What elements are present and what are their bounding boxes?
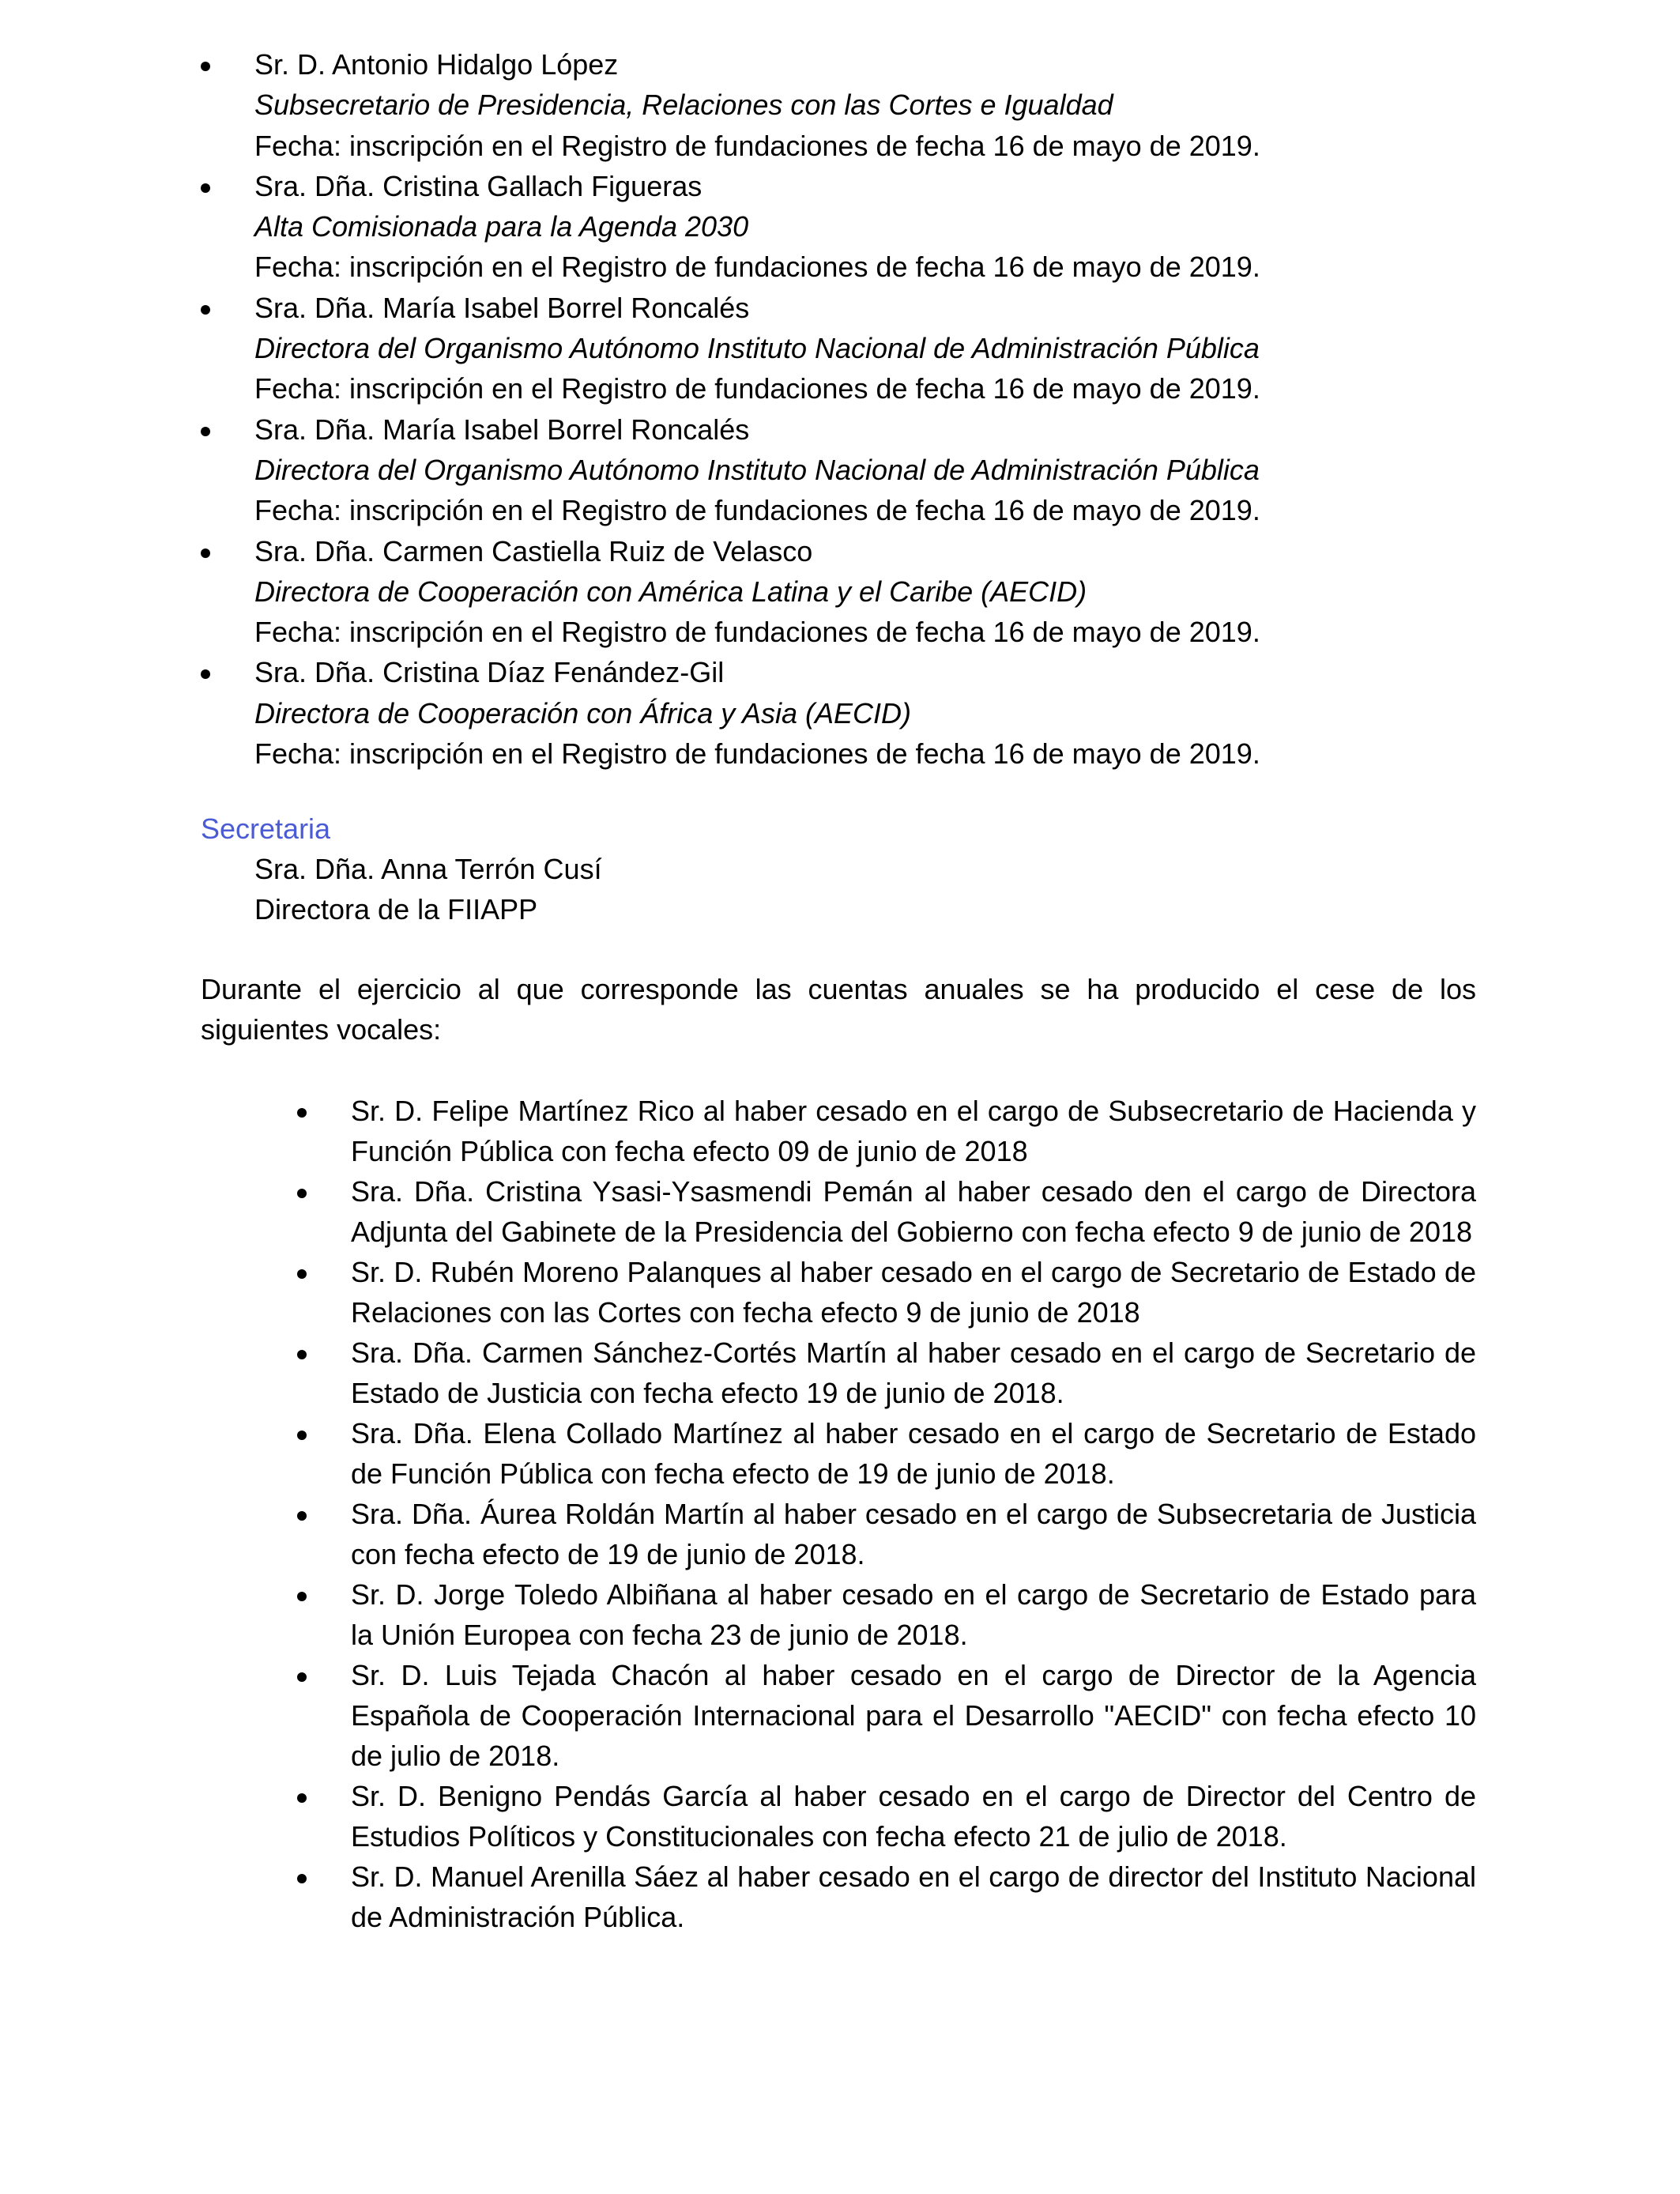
bullet-icon xyxy=(201,548,210,558)
cessation-item xyxy=(297,1171,1476,1252)
bullet-icon xyxy=(297,1793,307,1803)
bullet-icon xyxy=(201,183,210,193)
cessation-list xyxy=(297,1091,1476,1937)
member-date: Fecha: inscripción en el Registro de fundaciones de fecha 16 de mayo de 2019. xyxy=(254,494,1260,527)
member-role: Directora del Organismo Autónomo Instituto Nacional de Administración Pública xyxy=(254,332,1260,365)
member-date: Fecha: inscripción en el Registro de fundaciones de fecha 16 de mayo de 2019. xyxy=(254,129,1260,162)
bullet-icon xyxy=(201,427,210,436)
member-item xyxy=(201,166,1481,288)
cessation-item xyxy=(297,1333,1476,1413)
secretaria-name: Sra. Dña. Anna Terrón Cusí xyxy=(254,853,602,885)
member-item xyxy=(201,44,1481,166)
bullet-icon xyxy=(297,1108,307,1118)
cessation-item xyxy=(297,1413,1476,1494)
cessation-item xyxy=(297,1857,1476,1937)
cessation-text: Sr. D. Felipe Martínez Rico al haber cesado en el cargo de Subsecretario de Hacienda y Función Pública con fecha efecto 09 de junio de 2018 xyxy=(351,1095,1476,1167)
cessation-text: Sra. Dña. Cristina Ysasi-Ysasmendi Pemán al haber cesado den el cargo de Directora Adjunta del Gabinete de la Presidencia del Gobierno con fecha efecto 9 de junio de 2018 xyxy=(351,1175,1476,1248)
member-date: Fecha: inscripción en el Registro de fundaciones de fecha 16 de mayo de 2019. xyxy=(254,737,1260,771)
member-name: Sr. D. Antonio Hidalgo López xyxy=(254,48,619,81)
secretaria-heading: Secretaria xyxy=(201,812,331,845)
secretaria-role: Directora de la FIIAPP xyxy=(254,893,538,925)
secretaria-details xyxy=(254,849,602,929)
member-role: Directora de Cooperación con África y Asia (AECID) xyxy=(254,696,911,729)
member-name: Sra. Dña. Cristina Díaz Fenández-Gil xyxy=(254,656,725,689)
cessation-item xyxy=(297,1091,1476,1171)
cessation-text: Sr. D. Benigno Pendás García al haber cesado en el cargo de Director del Centro de Estudios Políticos y Constitucionales con fecha efecto 21 de julio de 2018. xyxy=(351,1780,1476,1853)
cessation-text: Sr. D. Jorge Toledo Albiñana al haber cesado en el cargo de Secretario de Estado para la Unión Europea con fecha 23 de junio de 2018. xyxy=(351,1578,1476,1651)
bullet-icon xyxy=(201,62,210,71)
cessation-text: Sra. Dña. Áurea Roldán Martín al haber cesado en el cargo de Subsecretaria de Justicia con fecha efecto de 19 de junio de 2018. xyxy=(351,1498,1476,1570)
member-date: Fecha: inscripción en el Registro de fundaciones de fecha 16 de mayo de 2019. xyxy=(254,251,1260,284)
member-role: Alta Comisionada para la Agenda 2030 xyxy=(254,210,749,243)
member-item xyxy=(201,652,1481,774)
member-role: Subsecretario de Presidencia, Relaciones con las Cortes e Igualdad xyxy=(254,89,1113,122)
member-date: Fecha: inscripción en el Registro de fundaciones de fecha 16 de mayo de 2019. xyxy=(254,372,1260,405)
member-item xyxy=(201,531,1481,653)
cessation-item xyxy=(297,1252,1476,1333)
bullet-icon xyxy=(297,1269,307,1279)
cessation-item xyxy=(297,1494,1476,1574)
bullet-icon xyxy=(201,669,210,679)
member-name: Sra. Dña. María Isabel Borrel Roncalés xyxy=(254,413,750,446)
member-name: Sra. Dña. Cristina Gallach Figueras xyxy=(254,169,703,202)
member-item xyxy=(201,288,1481,409)
cessation-text: Sr. D. Manuel Arenilla Sáez al haber cesado en el cargo de director del Instituto Nacional de Administración Pública. xyxy=(351,1860,1476,1933)
member-name: Sra. Dña. Carmen Castiella Ruiz de Velasco xyxy=(254,534,813,567)
cessation-text: Sr. D. Rubén Moreno Palanques al haber cesado en el cargo de Secretario de Estado de Relaciones con las Cortes con fecha efecto 9 de junio de 2018 xyxy=(351,1256,1476,1329)
cessation-item xyxy=(297,1776,1476,1857)
cessation-text: Sra. Dña. Elena Collado Martínez al haber cesado en el cargo de Secretario de Estado de Función Pública con fecha efecto de 19 de junio de 2018. xyxy=(351,1417,1476,1490)
member-role: Directora de Cooperación con América Latina y el Caribe (AECID) xyxy=(254,575,1087,608)
bullet-icon xyxy=(297,1874,307,1883)
bullet-icon xyxy=(297,1431,307,1440)
bullet-icon xyxy=(297,1672,307,1682)
board-members-list xyxy=(201,44,1481,774)
bullet-icon xyxy=(201,305,210,315)
intro-paragraph: Durante el ejercicio al que corresponde las cuentas anuales se ha producido el cese de los siguientes vocales: xyxy=(201,973,1476,1046)
bullet-icon xyxy=(297,1350,307,1359)
bullet-icon xyxy=(297,1511,307,1521)
cessation-item xyxy=(297,1574,1476,1655)
member-role: Directora del Organismo Autónomo Instituto Nacional de Administración Pública xyxy=(254,453,1260,486)
member-name: Sra. Dña. María Isabel Borrel Roncalés xyxy=(254,291,750,324)
bullet-icon xyxy=(297,1189,307,1198)
member-date: Fecha: inscripción en el Registro de fundaciones de fecha 16 de mayo de 2019. xyxy=(254,616,1260,649)
member-item xyxy=(201,409,1481,531)
cessation-text: Sra. Dña. Carmen Sánchez-Cortés Martín al haber cesado en el cargo de Secretario de Estado de Justicia con fecha efecto 19 de junio de 2018. xyxy=(351,1336,1476,1409)
cessation-item xyxy=(297,1655,1476,1776)
bullet-icon xyxy=(297,1592,307,1601)
cessation-text: Sr. D. Luis Tejada Chacón al haber cesado en el cargo de Director de la Agencia Española de Cooperación Internacional para el Desarrollo "AECID" con fecha efecto 10 de julio de 2018. xyxy=(351,1659,1476,1772)
